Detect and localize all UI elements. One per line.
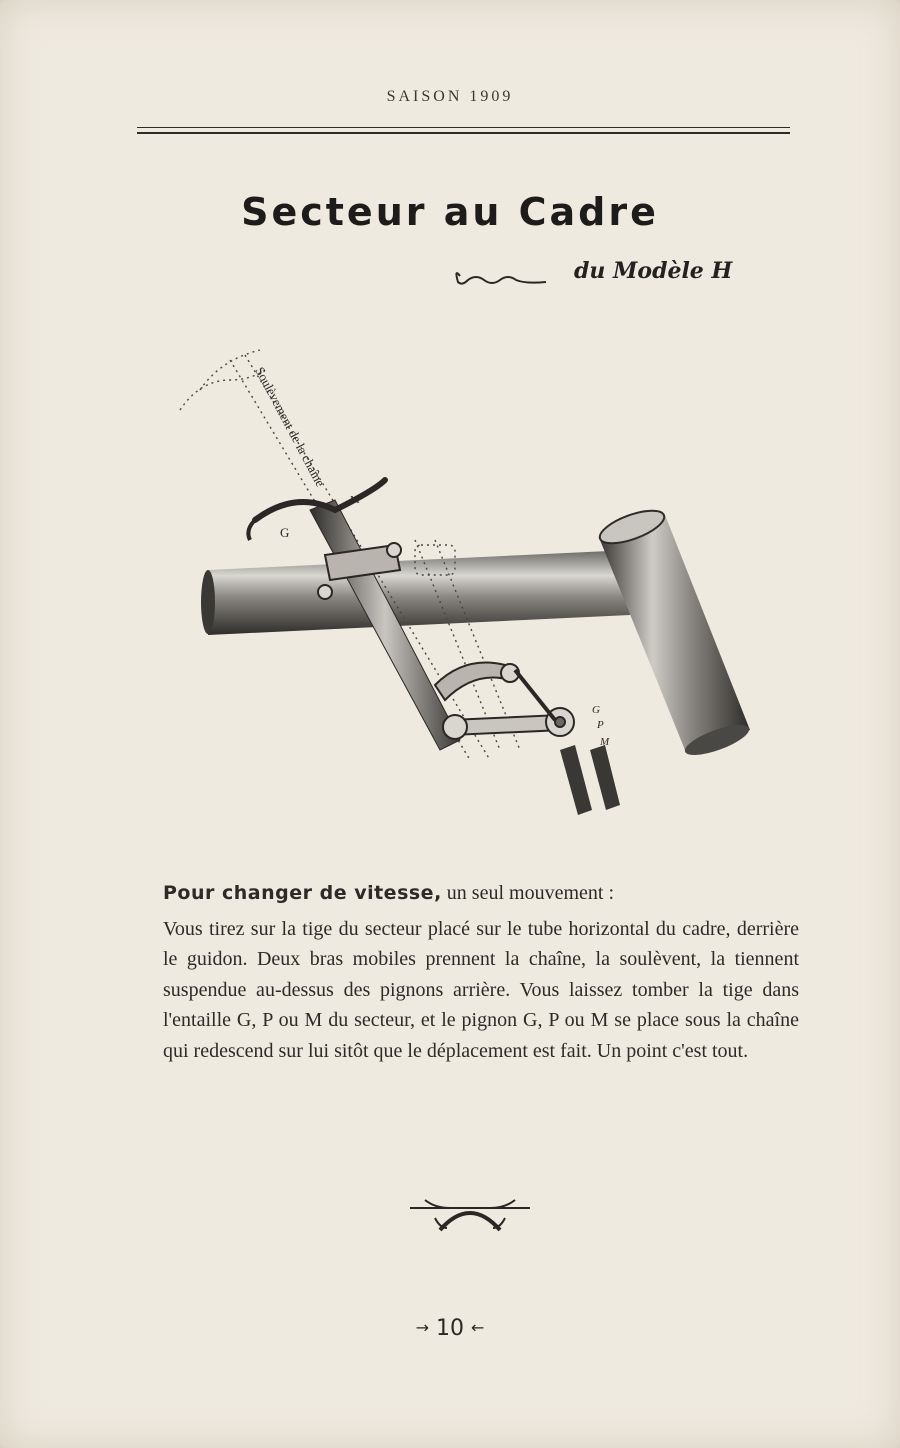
- body-paragraph: Vous tirez sur la tige du secteur placé sur le tube horizontal du cadre, derrière le guidon. Deux bras mobiles prennent la chaîne, la soulèvent, la tiennent suspendue au-dessus des pignons arrière. Vous laissez tomber la tige dans l'entaille G, P ou M du secteur, et le pignon G, P ou M se place sous la chaîne qui redescend sur lui sitôt que le déplacement est fait. Un point c'est tout.: [163, 917, 799, 1062]
- lead-line: [163, 878, 799, 909]
- label-m-top: M: [350, 494, 360, 506]
- page-title: Secteur au Cadre: [241, 190, 659, 234]
- lead-bold: Pour changer de vitesse,: [163, 882, 442, 904]
- head-tube: [596, 504, 752, 761]
- body-text: [163, 878, 799, 1066]
- ornament-icon: [405, 1194, 535, 1234]
- gear-selector-illustration: [160, 330, 760, 830]
- header-rule-thin: [137, 127, 790, 128]
- arrow-right-icon: ←: [471, 1318, 485, 1337]
- label-g: G: [592, 704, 600, 716]
- arrow-left-icon: →: [415, 1318, 429, 1337]
- running-head: SAISON 1909: [386, 88, 514, 105]
- grip-handles: [560, 745, 620, 815]
- page-number-line: [0, 1316, 900, 1341]
- label-m: M: [600, 736, 610, 748]
- lead-rest: un seul mouvement :: [441, 882, 614, 904]
- label-vertical: Soulèvement de la chaîne: [252, 364, 329, 490]
- page-subtitle: du Modèle H: [574, 258, 733, 284]
- top-tube: [201, 550, 630, 635]
- page-number: 10: [436, 1316, 464, 1341]
- label-p: P: [597, 719, 604, 731]
- flourish-icon: [450, 266, 560, 286]
- label-g-top: G: [280, 525, 290, 540]
- header-rule-thick: [137, 132, 790, 134]
